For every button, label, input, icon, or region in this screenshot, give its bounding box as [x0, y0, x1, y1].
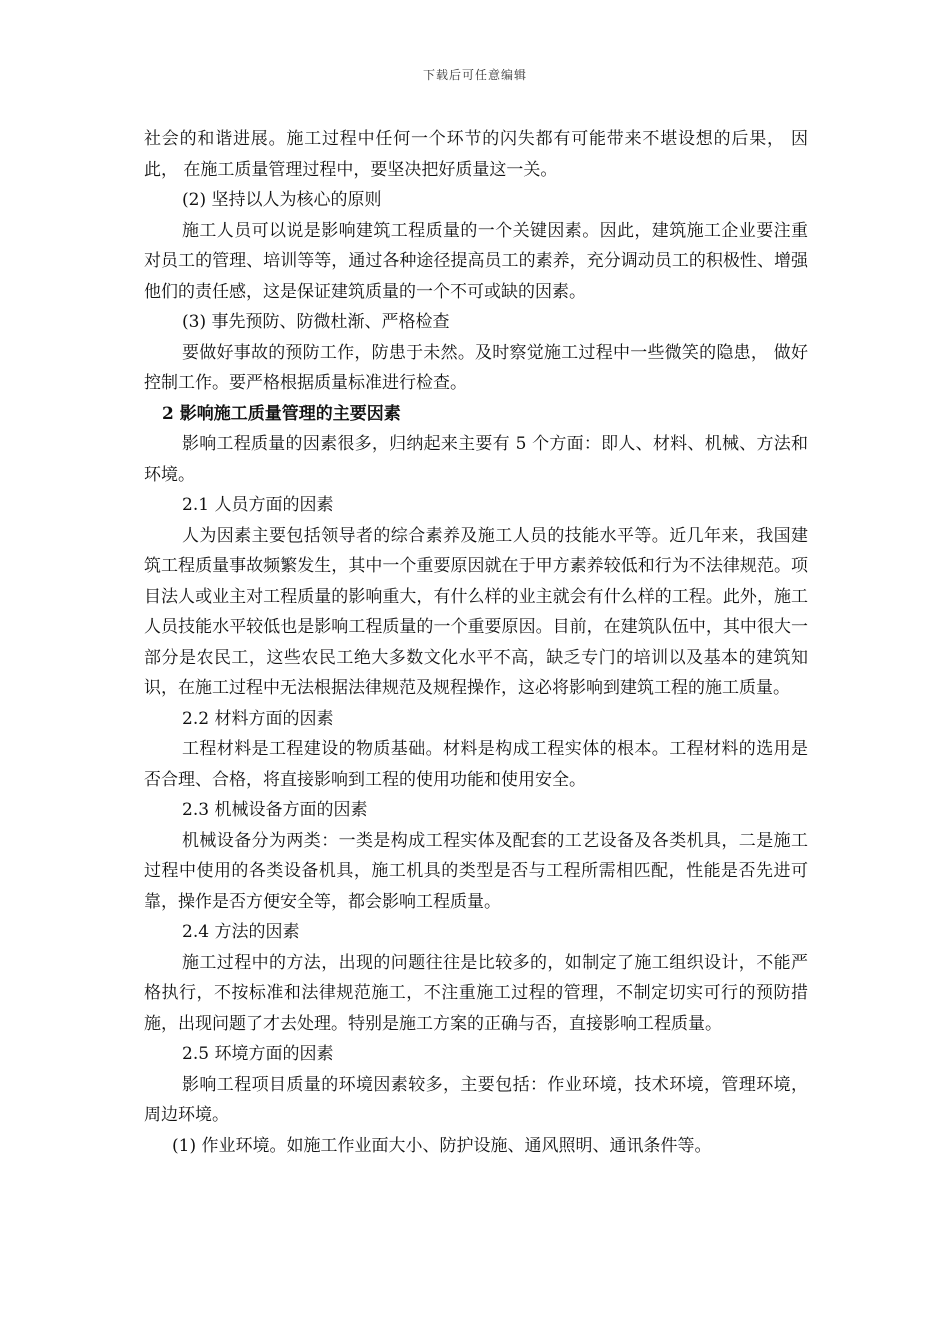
page-header: 下载后可任意编辑 [422, 68, 527, 82]
document-body [144, 124, 808, 1161]
subheading: (1) 作业环境。如施工作业面大小、防护设施、通风照明、通讯条件等。 [172, 1135, 712, 1156]
subheading: 2.5 环境方面的因素 [182, 1044, 334, 1064]
paragraph: 机械设备分为两类：一类是构成工程实体及配套的工艺设备及各类机具，二是施工过程中使用的各类设备机具，施工机具的类型是否与工程所需相匹配，性能是否先进可靠，操作是否方便安全等，都会影响工程质量。 [144, 830, 808, 912]
paragraph: 社会的和谐进展。施工过程中任何一个环节的闪失都有可能带来不堪设想的后果， 因此， 在施工质量管理过程中，要坚决把好质量这一关。 [144, 129, 808, 180]
paragraph: 人为因素主要包括领导者的综合素养及施工人员的技能水平等。近几年来，我国建筑工程质量事故频繁发生，其中一个重要原因就在于甲方素养较低和行为不法律规范。项目法人或业主对工程质量的影响重大，有什么样的业主就会有什么样的工程。此外，施工人员技能水平较低也是影响工程质量的一个重要原因。目前，在建筑队伍中，其中很大一部分是农民工，这些农民工绝大多数文化水平不高，缺乏专门的培训以及基本的建筑知识，在施工过程中无法根据法律规范及规程操作，这必将影响到建筑工程的施工质量。 [144, 525, 808, 698]
paragraph: 施工过程中的方法，出现的问题往往是比较多的，如制定了施工组织设计，不能严格执行，不按标准和法律规范施工，不注重施工过程的管理，不制定切实可行的预防措施，出现问题了才去处理。特别是施工方案的正确与否，直接影响工程质量。 [144, 952, 808, 1034]
section-heading: 2 影响施工质量管理的主要因素 [162, 403, 401, 424]
subheading: 2.4 方法的因素 [182, 922, 300, 942]
subheading: (2) 坚持以人为核心的原则 [182, 190, 382, 210]
paragraph: 工程材料是工程建设的物质基础。材料是构成工程实体的根本。工程材料的选用是否合理、合格，将直接影响到工程的使用功能和使用安全。 [144, 739, 808, 790]
paragraph: 影响工程项目质量的环境因素较多，主要包括：作业环境，技术环境，管理环境，周边环境。 [144, 1074, 808, 1125]
paragraph: 施工人员可以说是影响建筑工程质量的一个关键因素。因此，建筑施工企业要注重对员工的管理、培训等等，通过各种途径提高员工的素养，充分调动员工的积极性、增强他们的责任感，这是保证建筑质量的一个不可或缺的因素。 [144, 220, 808, 302]
paragraph: 影响工程质量的因素很多，归纳起来主要有 5 个方面：即人、材料、机械、方法和环境。 [144, 434, 808, 485]
subheading: 2.3 机械设备方面的因素 [182, 800, 368, 820]
paragraph: 要做好事故的预防工作，防患于未然。及时察觉施工过程中一些微笑的隐患， 做好控制工作。要严格根据质量标准进行检查。 [144, 342, 808, 393]
subheading: 2.1 人员方面的因素 [182, 495, 334, 515]
subheading: 2.2 材料方面的因素 [182, 708, 334, 729]
subheading: (3) 事先预防、防微杜渐、严格检查 [182, 312, 450, 332]
